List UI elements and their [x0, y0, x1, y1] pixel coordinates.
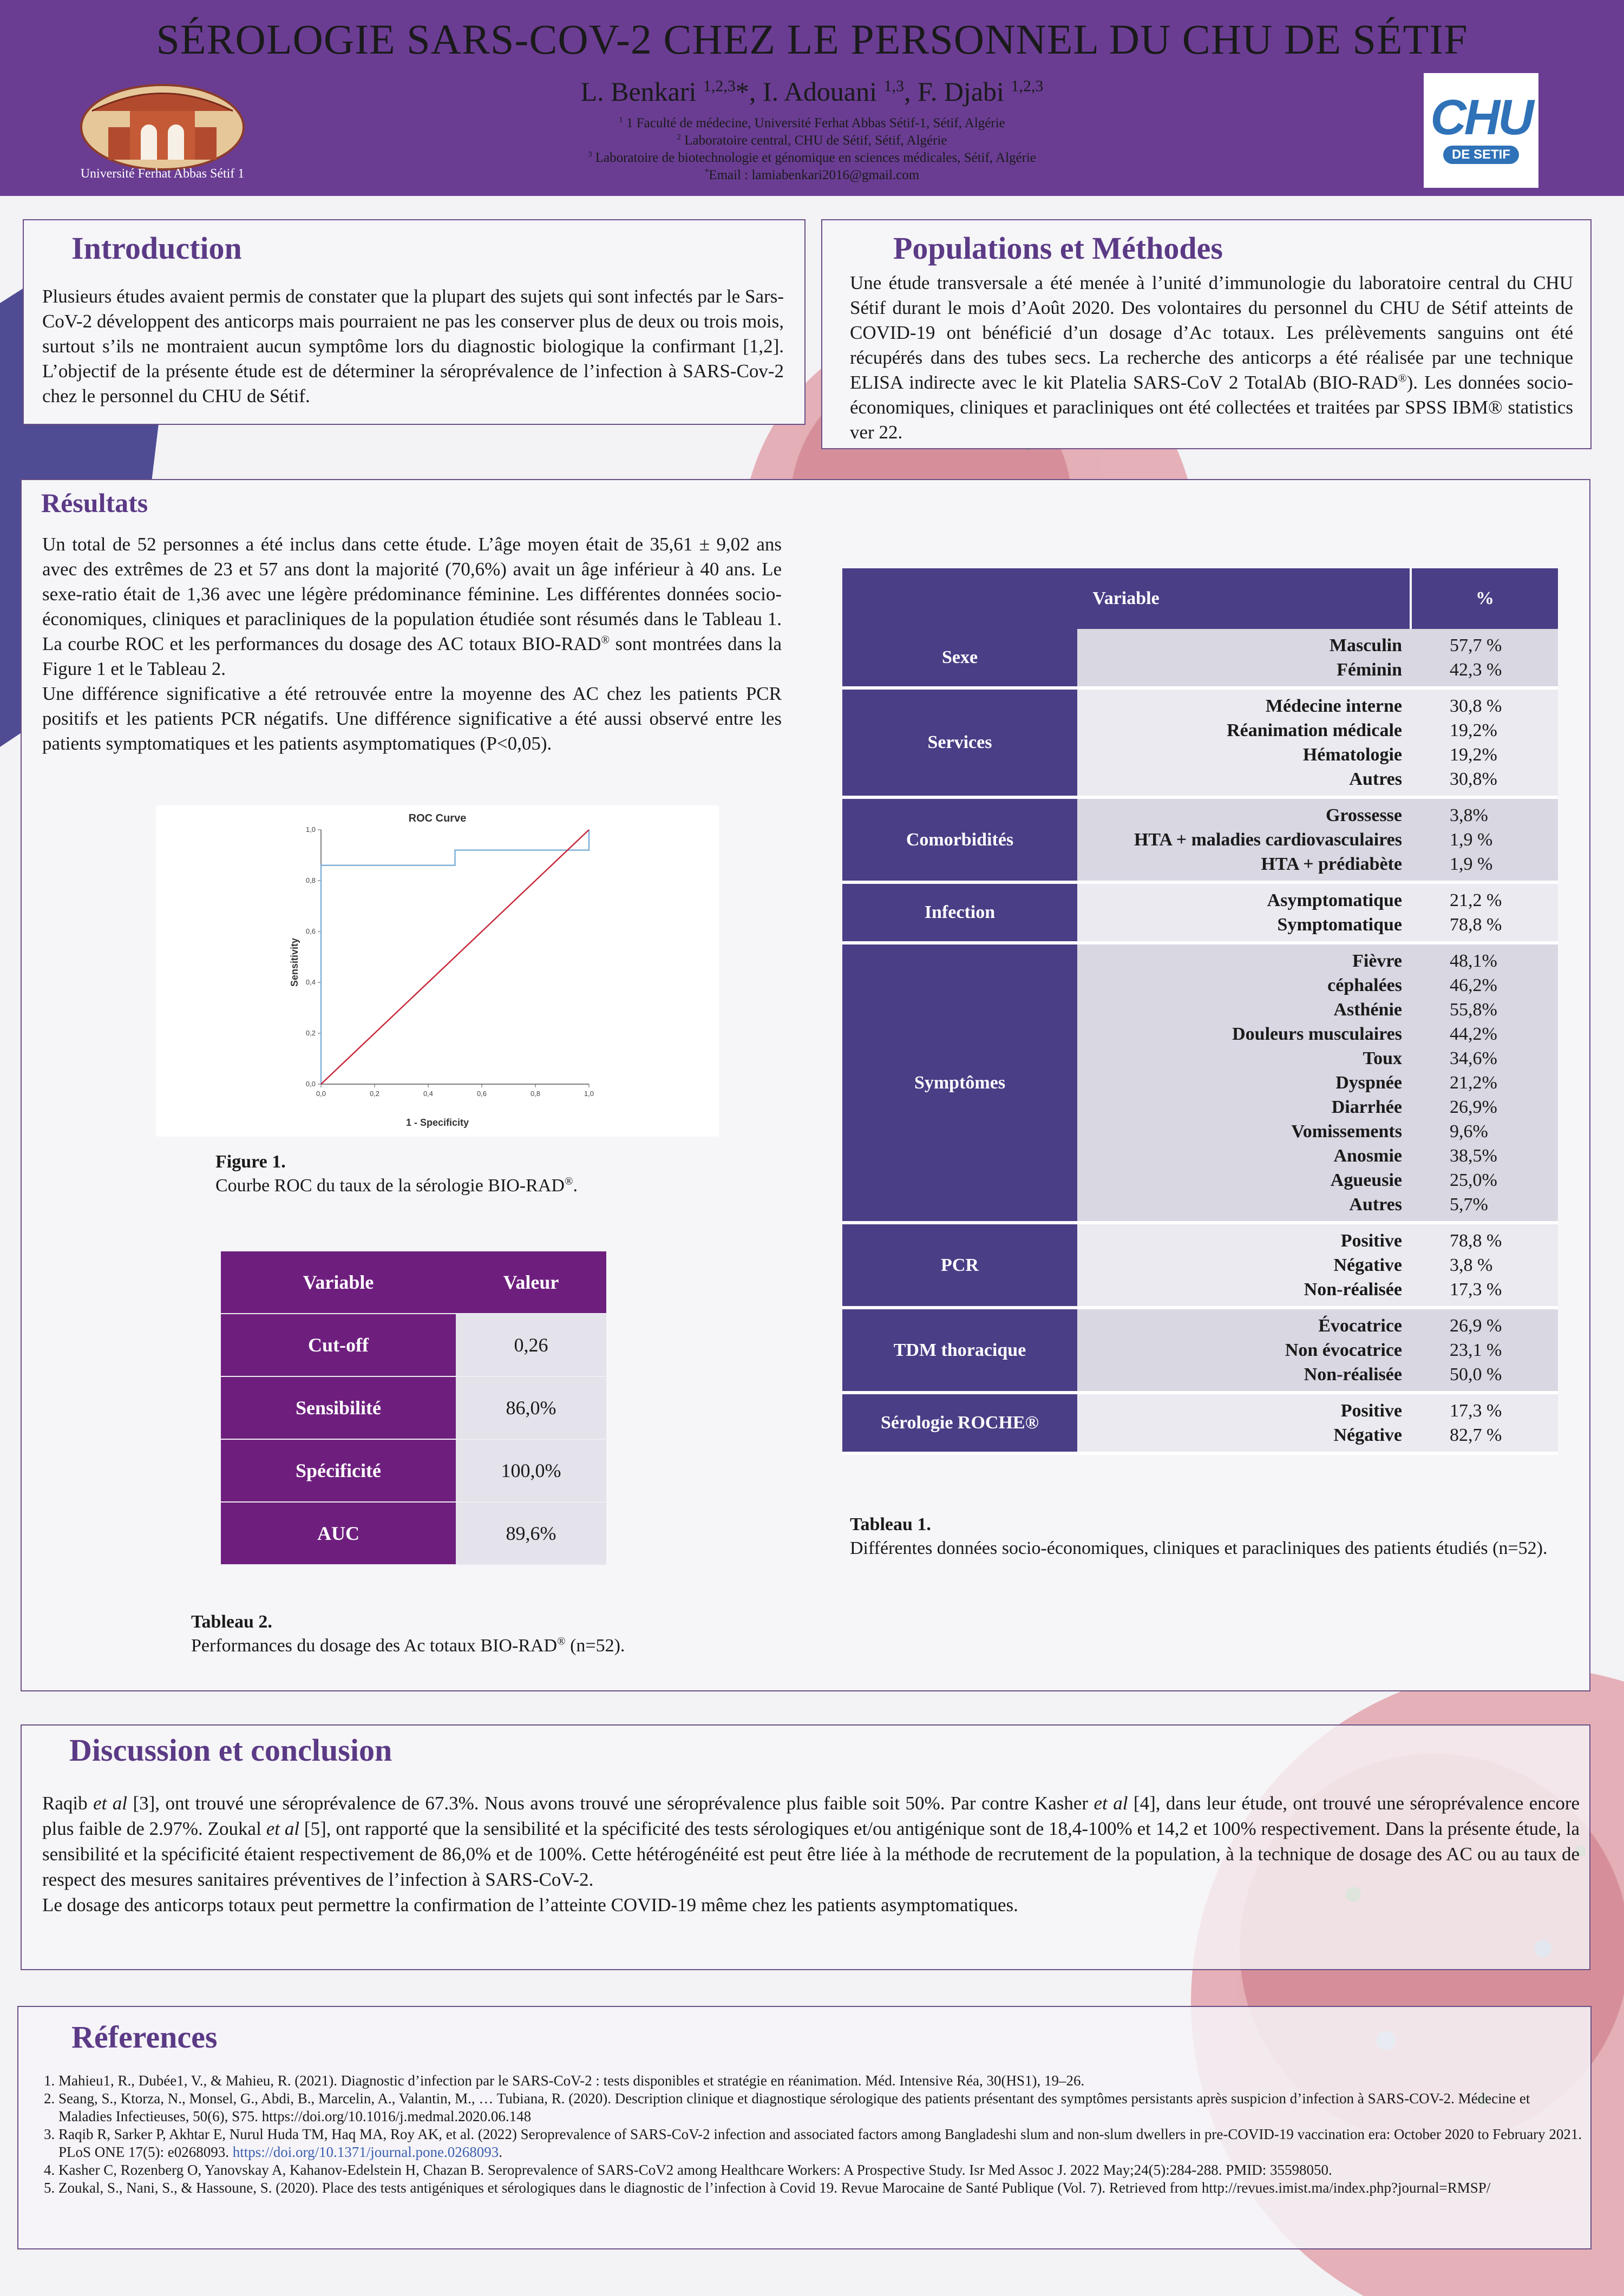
affiliation-sup: 3 [587, 150, 592, 159]
table1-item-value: 19,2% [1450, 720, 1497, 740]
table2-value: 0,26 [456, 1314, 606, 1376]
discussion-text-part: Raqib [42, 1793, 94, 1814]
table1-items [1077, 1393, 1411, 1453]
table1-item-label: Hématologie [1302, 745, 1402, 765]
et-al: et al [1093, 1793, 1128, 1814]
table1-item-value: 17,3 % [1450, 1401, 1502, 1421]
roc-x-tick-label: 1,0 [584, 1090, 594, 1098]
table1-item-value: 30,8% [1450, 769, 1497, 789]
table1-item-value: 21,2 % [1450, 890, 1502, 910]
table-row [842, 629, 1558, 688]
table1-values [1411, 688, 1558, 797]
table2-key: Spécificité [221, 1439, 456, 1502]
table2-key: Cut-off [221, 1314, 456, 1376]
table1-item-value: 46,2% [1450, 975, 1497, 995]
methods-text-b: ). Les données socio-économiques, cliniques et paracliniques ont été collectées et traitées par SPSS IBM® statistics ver 22. [850, 372, 1573, 443]
roc-chart [156, 805, 719, 1137]
table1-category: Symptômes [842, 943, 1077, 1223]
roc-y-tick-label: 0,0 [305, 1080, 316, 1088]
table1-header-percent: % [1411, 568, 1558, 629]
introduction-text: Plusieurs études avaient permis de constater que la plupart des sujets qui sont infectés par le Sars-CoV-2 développent des anticorps mais pourraient ne pas les conserver plus de deux ou trois mois, surtout s’ils ne montraient aucun symptôme lors du diagnostic biologique la confirmant [1,2]. L’objectif de la présente étude est de déterminer la séroprévalence de l’infection à SARS-Cov-2 chez le personnel du CHU de Sétif. [42, 286, 784, 406]
references-title: Réferences [71, 2019, 218, 2055]
table1-item-label: Non évocatrice [1285, 1340, 1402, 1360]
university-logo [70, 73, 254, 187]
table1-item-value: 44,2% [1450, 1024, 1497, 1044]
table2-caption [191, 1610, 732, 1658]
reference-text: Zoukal, S., Nani, S., & Hassoune, S. (2020). Place des tests antigéniques et sérologiques dans le diagnostic de l’infection à Covid 19. Revue Marocaine de Santé Publique (Vol. 7). Retrieved from http://revues.imist.ma/index.php?journal=RMSP/ [58, 2180, 1491, 2196]
table-row [842, 797, 1558, 882]
table1-item-value: 42,3 % [1450, 660, 1502, 680]
table1-header-variable: Variable [842, 568, 1411, 629]
registered-mark: ® [1398, 371, 1407, 385]
roc-x-axis-label: 1 - Specificity [405, 1117, 469, 1128]
table1-item-value: 55,8% [1450, 1000, 1497, 1020]
table1-item-value: 17,3 % [1450, 1280, 1502, 1300]
table1-item-label: Féminin [1337, 660, 1402, 680]
table1-category: Services [842, 688, 1077, 797]
table-row [842, 1308, 1558, 1393]
table1-item-value: 23,1 % [1450, 1340, 1502, 1360]
table-row [842, 1223, 1558, 1308]
table1-item-label: Grossesse [1325, 805, 1402, 825]
author-name: L. Benkari [580, 76, 697, 107]
table1-item-label: Positive [1340, 1231, 1402, 1251]
table1-category: Infection [842, 882, 1077, 943]
table1-item-label: Autres [1349, 1195, 1402, 1215]
table1-body [842, 629, 1558, 1453]
table-row [221, 1376, 606, 1439]
table-row [221, 1439, 606, 1502]
table2-value: 86,0% [456, 1376, 606, 1439]
table1-items [1077, 797, 1411, 882]
table1-category: PCR [842, 1223, 1077, 1308]
affiliation: Laboratoire central, CHU de Sétif, Sétif, Algérie [684, 133, 947, 148]
table2-header-value: Valeur [456, 1251, 606, 1314]
roc-y-tick-label: 0,6 [305, 927, 316, 935]
table1-item-label: Non-réalisée [1304, 1365, 1402, 1385]
table1-header-row [842, 568, 1558, 629]
table1-item-label: Douleurs musculaires [1232, 1024, 1402, 1044]
table-row [221, 1502, 606, 1565]
author-affiliation-sup: 1,2,3 [703, 77, 736, 95]
methods-text-a: Une étude transversale a été menée à l’unité d’immunologie du laboratoire central du CHU Sétif durant le mois d’Août 2020. Des volontaires du personnel du CHU de Sétif atteints de COVID-19 ont bénéficié d’un dosage d’Ac totaux. Les prélèvements sanguins ont été récupérés dans des tubes secs. La recherche des anticorps a été réalisée par une technique ELISA indirecte avec le kit Platelia SARS-CoV 2 TotalAb (BIO-RAD [850, 272, 1573, 393]
reference-text: Kasher C, Rozenberg O, Yanovskay A, Kahanov-Edelstein H, Chazan B. Seroprevalence of SARS-CoV2 among Healthcare Workers: A Prospective Study. Isr Med Assoc J. 2022 May;24(5):284-288. PMID: 35598050. [58, 2162, 1332, 2178]
table-row [842, 688, 1558, 797]
table1-item-label: Toux [1363, 1048, 1402, 1068]
table2-key: Sensibilité [221, 1376, 456, 1439]
table1-item-value: 50,0 % [1450, 1365, 1502, 1385]
introduction-title: Introduction [71, 231, 242, 266]
table1-item-value: 3,8% [1450, 805, 1488, 825]
results-title: Résultats [41, 488, 148, 518]
table2-value: 89,6% [456, 1502, 606, 1565]
poster-title: SÉROLOGIE SARS-COV-2 CHEZ LE PERSONNEL DU CHU DE SÉTIF [156, 16, 1468, 63]
email: Email : lamiabenkari2016@gmail.com [709, 168, 920, 182]
table1-values [1411, 943, 1558, 1223]
table1-values [1411, 1308, 1558, 1393]
table-1 [842, 568, 1558, 1455]
table2-text: Performances du dosage des Ac totaux BIO-RAD [191, 1636, 558, 1656]
roc-x-tick-label: 0,2 [369, 1090, 380, 1098]
table-2 [221, 1251, 606, 1565]
table1-values [1411, 1223, 1558, 1308]
table1-item-label: Fièvre [1352, 951, 1402, 971]
table1-item-value: 19,2% [1450, 745, 1497, 765]
results-para1-b: sont montrées dans la Figure 1 et le Tableau 2. [42, 633, 782, 679]
table1-item-value: 30,8 % [1450, 696, 1502, 716]
university-logo-caption: Université Ferhat Abbas Sétif 1 [80, 167, 245, 181]
roc-figure [156, 805, 719, 1137]
results-para1-a: Un total de 52 personnes a été inclus dans cette étude. L’âge moyen était de 35,61 ± 9,02 ans avec des extrêmes de 23 et 57 ans dont la majorité (70,6%) avait un âge inférieur à 40 ans. Le sexe-ratio était de 1,36 avec une légère prédominance féminine. Les différentes données socio-économiques, cliniques et paracliniques de la population étudiée sont résumés dans le Tableau 1. La courbe ROC et les performances du dosage des AC totaux BIO-RAD [42, 534, 782, 654]
discussion-text-part: [4], dans leur étude, ont trouvé une séroprévalence encore plus faible de 2.97%. Zoukal [42, 1793, 1580, 1839]
corresponding-mark: * [735, 76, 749, 107]
reference-text: . [499, 2144, 502, 2160]
discussion-text [42, 1790, 1580, 1918]
roc-reference-line [321, 830, 589, 1084]
table1-item-label: Asthénie [1333, 1000, 1402, 1020]
table1-item-label: Évocatrice [1318, 1316, 1402, 1336]
roc-y-tick-label: 0,4 [305, 978, 316, 986]
table1-items [1077, 943, 1411, 1223]
table2-header-variable: Variable [221, 1251, 456, 1314]
author-name: I. Adouani [762, 76, 878, 107]
table1-values [1411, 882, 1558, 943]
table1-item-label: Symptomatique [1277, 915, 1402, 935]
table2-header-row [221, 1251, 606, 1314]
chu-logo-sub: DE SETIF [1443, 146, 1519, 164]
table1-items [1077, 882, 1411, 943]
email-mark: * [704, 167, 709, 176]
table1-category: TDM thoracique [842, 1308, 1077, 1393]
table1-item-label: Agueusie [1330, 1170, 1402, 1190]
table1-category: Sexe [842, 629, 1077, 688]
figure1-caption [215, 1150, 703, 1198]
table1-item-label: Diarrhée [1331, 1097, 1402, 1117]
roc-x-tick-label: 0,8 [530, 1090, 541, 1098]
table-row [842, 882, 1558, 943]
roc-y-tick-label: 0,8 [305, 876, 316, 884]
reference-item [58, 2072, 1585, 2090]
figure1-text: Courbe ROC du taux de la sérologie BIO-RAD [215, 1176, 565, 1196]
table1-item-value: 38,5% [1450, 1146, 1497, 1166]
table1-items [1077, 1308, 1411, 1393]
discussion-title: Discussion et conclusion [69, 1733, 392, 1768]
reference-item [58, 2179, 1585, 2197]
affiliation: 1 Faculté de médecine, Université Ferhat Abbas Sétif-1, Sétif, Algérie [626, 116, 1005, 130]
table1-category: Comorbidités [842, 797, 1077, 882]
table1-item-value: 26,9% [1450, 1097, 1497, 1117]
table1-item-value: 1,9 % [1450, 830, 1493, 850]
table1-item-value: 3,8 % [1450, 1255, 1493, 1275]
reference-item [58, 2161, 1585, 2179]
chu-logo-text: CHU [1430, 90, 1532, 145]
table2-label: Tableau 2. [191, 1612, 272, 1632]
table1-item-value: 1,9 % [1450, 854, 1493, 874]
table1-item-value: 57,7 % [1450, 635, 1502, 655]
reference-text: Raqib R, Sarker P, Akhtar E, Nurul Huda TM, Haq MA, Roy AK, et al. (2022) Seroprevalence of SARS-CoV-2 infection and associated factors among Bangladeshi slum and non-slum dwellers in pre-COVID-19 vaccination era: October 2020 to February 2021. PLoS ONE 17(5): e0268093. [58, 2126, 1582, 2160]
table1-values [1411, 1393, 1558, 1453]
authors-line: L. Benkari $^{1,2,3}$*, I. Adouani $^{1,3}$, F. Djabi $^{1,2,3}$ [580, 76, 1044, 107]
table-row [842, 943, 1558, 1223]
figure1-end: . [573, 1176, 578, 1196]
table1-item-value: 5,7% [1450, 1195, 1488, 1215]
et-al: et al [266, 1818, 300, 1839]
table2-value: 100,0% [456, 1439, 606, 1502]
results-text [42, 532, 782, 756]
table1-item-value: 9,6% [1450, 1121, 1488, 1142]
roc-x-tick-label: 0,0 [316, 1090, 326, 1098]
table-row [842, 1393, 1558, 1453]
roc-y-tick-label: 0,2 [305, 1029, 316, 1037]
table1-item-value: 25,0% [1450, 1170, 1497, 1190]
table1-values [1411, 629, 1558, 688]
conclusion-text: Le dosage des anticorps totaux peut permettre la confirmation de l’atteinte COVID-19 même chez les patients asymptomatiques. [42, 1894, 1018, 1915]
roc-y-axis-label: Sensitivity [289, 937, 300, 987]
table1-values [1411, 797, 1558, 882]
affiliation-sup: 1 [619, 115, 623, 124]
table1-item-value: 34,6% [1450, 1048, 1497, 1068]
table2-key: AUC [221, 1502, 456, 1565]
figure1-label: Figure 1. [215, 1152, 286, 1172]
roc-x-tick-label: 0,6 [476, 1090, 487, 1098]
methods-title: Populations et Méthodes [893, 231, 1223, 266]
table1-item-value: 48,1% [1450, 951, 1497, 971]
table1-items [1077, 1223, 1411, 1308]
roc-chart-title: ROC Curve [408, 812, 467, 824]
author-affiliation-sup: 1,2,3 [1011, 77, 1044, 95]
discussion-text-part: [3], ont trouvé une séroprévalence de 67.3%. Nous avons trouvé une séroprévalence plus faible soit 50%. Par contre Kasher [127, 1793, 1094, 1814]
table1-item-label: HTA + prédiabète [1261, 854, 1402, 874]
table1-item-label: Non-réalisée [1304, 1280, 1402, 1300]
reference-doi-link[interactable]: https://doi.org/10.1371/journal.pone.0268093 [232, 2144, 499, 2160]
author-name: F. Djabi [918, 76, 1004, 107]
chu-setif-logo [1424, 73, 1538, 188]
roc-y-tick-label: 1,0 [305, 825, 316, 834]
table1-item-label: Positive [1340, 1401, 1402, 1421]
table1-item-label: Dyspnée [1335, 1073, 1402, 1093]
registered-mark: ® [564, 1175, 573, 1188]
affiliation: Laboratoire de biotechnologie et génomique en sciences médicales, Sétif, Algérie [595, 150, 1037, 165]
table1-item-label: Médecine interne [1265, 696, 1402, 716]
table1-item-value: 26,9 % [1450, 1316, 1502, 1336]
reference-item [58, 2126, 1585, 2161]
table1-item-label: Autres [1349, 769, 1402, 789]
table1-item-label: HTA + maladies cardiovasculaires [1134, 830, 1402, 850]
roc-x-tick-label: 0,4 [423, 1090, 434, 1098]
table-row [221, 1314, 606, 1376]
reference-text: Mahieu1, R., Dubée1, V., & Mahieu, R. (2021). Diagnostic d’infection par le SARS-CoV-2 : tests disponibles et stratégie en réanimation. Méd. Intensive Réa, 30(HS1), 19–26. [58, 2072, 1085, 2089]
table1-item-label: Négative [1333, 1425, 1402, 1445]
table1-item-label: Réanimation médicale [1227, 720, 1402, 740]
reference-text: Seang, S., Ktorza, N., Monsel, G., Abdi, B., Marcelin, A., Valantin, M., … Tubiana, R. (2020). Description clinique et diagnostique sérologique des patients présentant des symptômes persistants après suspicion d’infection à SARS-COV-2. Médecine et Maladies Infectieuses, 50(6), S75. https://doi.org/10.1016/j.medmal.2020.06.148 [58, 2090, 1530, 2124]
table1-items [1077, 688, 1411, 797]
author-affiliation-sup: 1,3 [883, 77, 905, 95]
affiliation-sup: 2 [677, 133, 681, 142]
table1-items [1077, 629, 1411, 688]
table1-caption [850, 1513, 1557, 1560]
table2-end: (n=52). [565, 1636, 625, 1656]
registered-mark: ® [601, 633, 610, 646]
table1-item-label: Asymptomatique [1267, 890, 1402, 910]
table1-item-value: 82,7 % [1450, 1425, 1502, 1445]
registered-mark: ® [557, 1635, 566, 1648]
reference-item [58, 2090, 1585, 2126]
table1-item-value: 78,8 % [1450, 915, 1502, 935]
table1-item-label: Masculin [1329, 635, 1402, 655]
table1-category: Sérologie ROCHE® [842, 1393, 1077, 1453]
table1-item-value: 78,8 % [1450, 1231, 1502, 1251]
table1-item-label: Vomissements [1291, 1121, 1402, 1142]
results-para2: Une différence significative a été retrouvée entre la moyenne des AC chez les patients PCR positifs et les patients PCR négatifs. Une différence significative a été aussi observé entre les patients symptomatiques et les patients asymptomatiques (P<0,05). [42, 683, 782, 754]
table1-item-value: 21,2% [1450, 1073, 1497, 1093]
discussion-text-part: [5], ont rapporté que la sensibilité et la spécificité des tests sérologiques et/ou antigénique sont de 18,4-100% et 14,2 et 100% respectivement. Dans la présente étude, la sensibilité et la spécificité étaient respectivement de 86,0% et de 100%. Cette hétérogénéité est peut être liée à la méthode de recrutement de la population, à la technique de dosage des AC ou au taux de respect des mesures sanitaires préventives de l’infection à SARS-CoV-2. [42, 1818, 1580, 1890]
et-al: et al [93, 1793, 128, 1814]
table1-text: Différentes données socio-économiques, cliniques et paracliniques des patients étudiés (n=52). [850, 1538, 1548, 1558]
table1-item-label: Anosmie [1333, 1146, 1402, 1166]
table1-item-label: Négative [1333, 1255, 1402, 1275]
table1-label: Tableau 1. [850, 1514, 931, 1534]
references-list [21, 2072, 1585, 2197]
methods-text [850, 271, 1573, 445]
table1-item-label: céphalées [1327, 975, 1402, 995]
